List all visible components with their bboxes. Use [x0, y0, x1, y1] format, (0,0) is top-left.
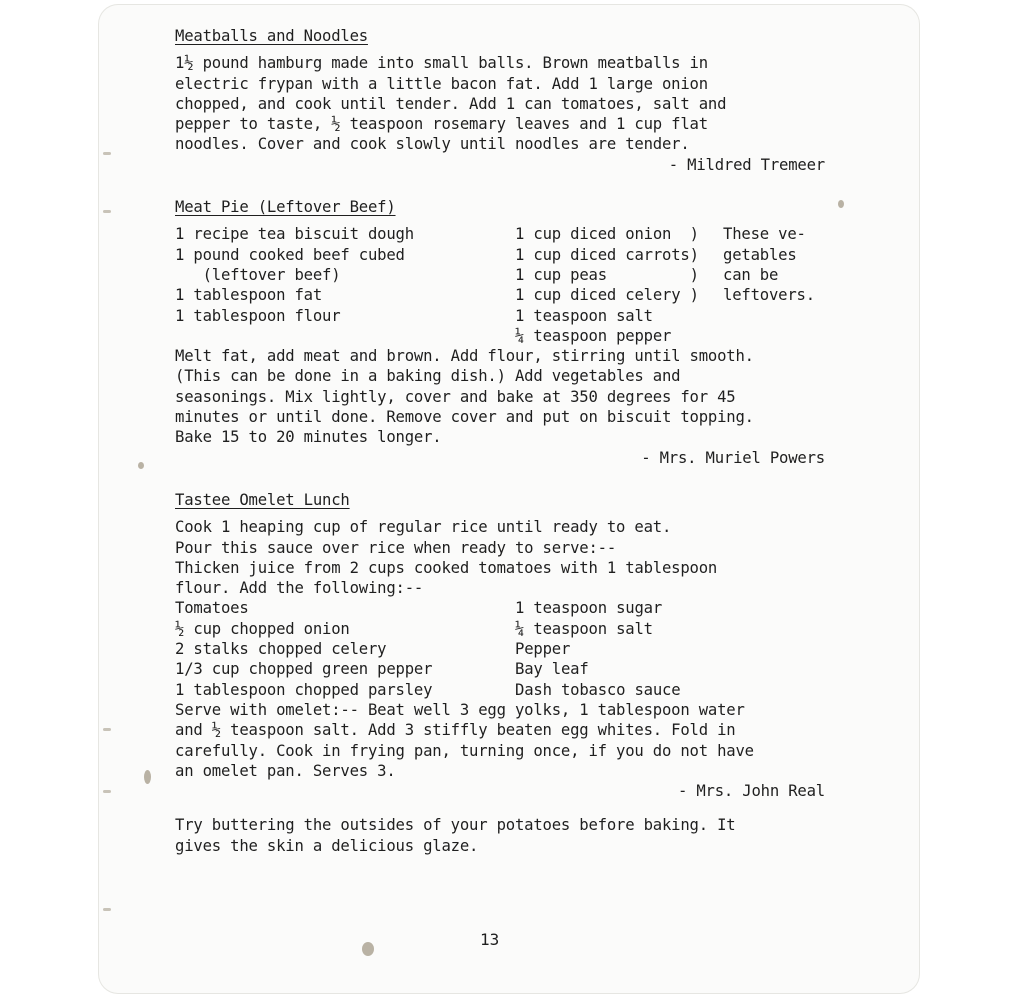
paper-edge-mark: [103, 210, 111, 213]
paper-speck: [144, 770, 151, 784]
ingredient-item: 1 tablespoon fat: [175, 286, 323, 305]
paper-speck: [362, 942, 374, 956]
ingredient-item: ¼ teaspoon pepper: [515, 326, 672, 345]
cooking-tip: Try buttering the outsides of your potatoes before baking. It gives the skin a delicious glaze.: [175, 816, 736, 855]
ingredient-item: Dash tobasco sauce: [515, 680, 681, 699]
ingredient-item: 1 cup diced celery ): [515, 286, 699, 305]
recipe-intro: Cook 1 heaping cup of regular rice until ready to eat. Pour this sauce over rice when ready to serve:-- Thicken juice from 2 cups cooked tomatoes with 1 tablespoon flour. Add the following:--: [175, 518, 718, 598]
ingredient-item: 1 cup peas ): [515, 265, 699, 284]
ingredient-item: 1 teaspoon sugar: [515, 599, 663, 618]
paper-edge-mark: [103, 152, 111, 155]
ingredient-columns: [175, 224, 825, 346]
ingredient-item: 1 cup diced onion ): [515, 225, 699, 244]
recipe-meatballs-and-noodles: [175, 26, 825, 175]
ingredient-item: ½ cup chopped onion: [175, 619, 350, 638]
paper-speck: [838, 200, 844, 208]
ingredient-column-left: [175, 598, 515, 699]
ingredient-note-line: can be: [723, 265, 779, 284]
ingredient-item: 1 teaspoon salt: [515, 306, 653, 325]
ingredient-note-line: These ve-: [723, 225, 806, 244]
ingredient-item: Bay leaf: [515, 660, 589, 679]
recipe-title: Meat Pie (Leftover Beef): [175, 198, 396, 217]
ingredient-item: 1/3 cup chopped green pepper: [175, 660, 433, 679]
ingredient-item: Tomatoes: [175, 599, 249, 618]
ingredient-item: 1 tablespoon chopped parsley: [175, 680, 433, 699]
page-number: 13: [480, 930, 500, 949]
recipe-author: - Mildred Tremeer: [668, 155, 825, 174]
ingredient-item: 1 tablespoon flour: [175, 306, 341, 325]
ingredient-note-line: leftovers.: [723, 286, 815, 305]
recipe-author: - Mrs. Muriel Powers: [641, 448, 825, 467]
ingredient-item: ¼ teaspoon salt: [515, 619, 653, 638]
ingredient-column-middle: [515, 224, 723, 346]
recipe-title: Meatballs and Noodles: [175, 27, 368, 45]
paper-edge-mark: [103, 728, 111, 731]
paper-edge-mark: [103, 908, 111, 911]
ingredient-item: (leftover beef): [175, 265, 341, 284]
recipe-instructions: Melt fat, add meat and brown. Add flour, stirring until smooth. (This can be done in a baking dish.) Add vegetables and seasonings. Mix lightly, cover and bake at 350 degrees for 45 minutes or until done. Remove cover and put on biscuit topping. Bake 15 to 20 minutes longer.: [175, 347, 754, 447]
recipe-author: - Mrs. John Real: [677, 782, 825, 801]
ingredient-note-line: getables: [723, 245, 797, 264]
ingredient-item: 2 stalks chopped celery: [175, 640, 387, 659]
recipe-title: Tastee Omelet Lunch: [175, 490, 350, 509]
recipe-page-content: [175, 26, 825, 856]
ingredient-item: 1 cup diced carrots): [515, 245, 699, 264]
ingredient-column-left: [175, 224, 515, 346]
spacer: [175, 468, 825, 490]
recipe-meat-pie: [175, 197, 825, 468]
ingredient-columns: [175, 598, 825, 699]
ingredient-item: Pepper: [515, 640, 571, 659]
recipe-instructions: 1½ pound hamburg made into small balls. Brown meatballs in electric frypan with a little bacon fat. Add 1 large onion chopped, and cook until tender. Add 1 can tomatoes, salt and pepper to taste, ½ teaspoon rosemary leaves and 1 cup flat noodles. Cover and cook slowly until noodles are tender.: [175, 54, 727, 154]
spacer: [175, 175, 825, 197]
spacer: [175, 801, 825, 815]
recipe-tastee-omelet-lunch: [175, 490, 825, 801]
paper-speck: [138, 462, 144, 469]
ingredient-column-right: [515, 598, 723, 699]
paper-edge-mark: [103, 790, 111, 793]
ingredient-item: 1 pound cooked beef cubed: [175, 245, 405, 264]
ingredient-note: [723, 224, 823, 346]
ingredient-item: 1 recipe tea biscuit dough: [175, 225, 414, 244]
recipe-instructions: Serve with omelet:-- Beat well 3 egg yolks, 1 tablespoon water and ½ teaspoon salt. Add 3 stiffly beaten egg whites. Fold in carefully. Cook in frying pan, turning once, if you do not have an omelet pan. Serves 3.: [175, 700, 754, 780]
